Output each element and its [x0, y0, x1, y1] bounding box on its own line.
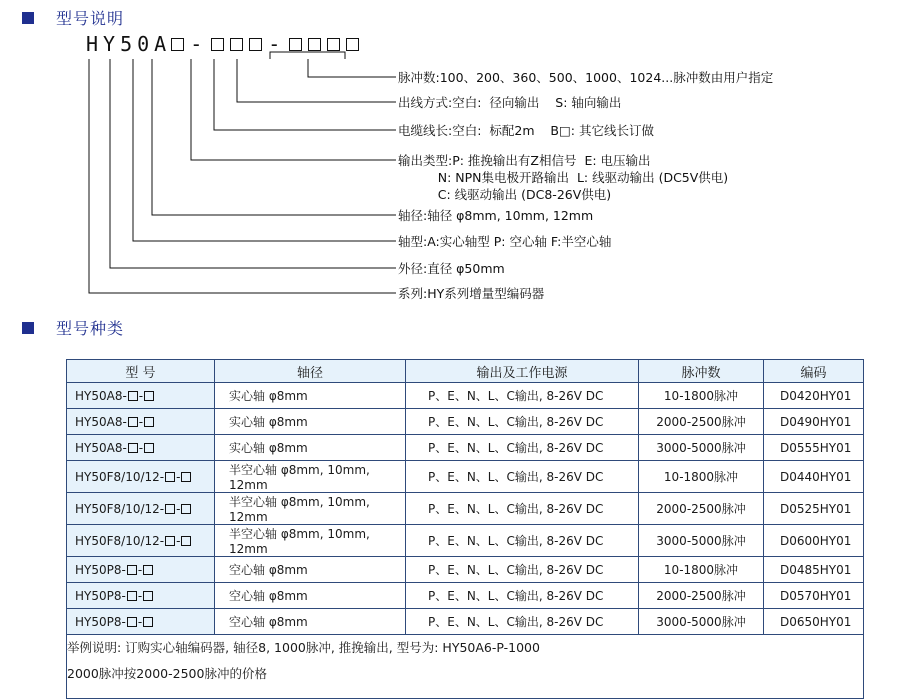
cell-model: [67, 525, 215, 557]
table-row: [67, 461, 864, 493]
leader-line: [89, 59, 396, 293]
cell-code: [764, 409, 864, 435]
code-text: D0420HY01: [780, 388, 852, 403]
shaft-text: 半空心轴 φ8mm, 10mm, 12mm: [229, 495, 370, 524]
code-separator: -: [268, 32, 286, 56]
pulse-text: 2000-2500脉冲: [656, 502, 746, 516]
table-row: [67, 525, 864, 557]
model-separator: -: [137, 562, 143, 577]
model-separator: -: [138, 388, 144, 403]
cell-power: [406, 383, 639, 409]
leader-line: [191, 59, 396, 160]
code-text: D0525HY01: [780, 501, 852, 516]
code-text: D0570HY01: [780, 588, 852, 603]
model-text: HY50F8/10/12-: [75, 469, 165, 484]
cell-power: [406, 493, 639, 525]
desc-cable-length: 电缆线长:空白: 标配2m B□: 其它线长订做: [398, 123, 654, 138]
cell-model: [67, 609, 215, 635]
pulse-text: 2000-2500脉冲: [656, 415, 746, 429]
code-prefix: HY50A: [86, 32, 172, 56]
model-text: HY50A8-: [75, 388, 127, 403]
header-pulse: 脉冲数: [639, 360, 764, 383]
code-text: D0555HY01: [780, 440, 852, 455]
power-text: P、E、N、L、C输出, 8-26V DC: [428, 502, 604, 516]
cell-power: [406, 461, 639, 493]
cell-shaft: [215, 583, 406, 609]
placeholder-box: [143, 591, 153, 601]
cell-power: [406, 609, 639, 635]
table-row: [67, 583, 864, 609]
table-header-row: [67, 360, 864, 383]
model-text: HY50A8-: [75, 414, 127, 429]
power-text: P、E、N、L、C输出, 8-26V DC: [428, 470, 604, 484]
placeholder-box: [181, 536, 191, 546]
power-text: P、E、N、L、C输出, 8-26V DC: [428, 534, 604, 548]
cell-pulse: [639, 383, 764, 409]
cell-code: [764, 557, 864, 583]
pulse-text: 3000-5000脉冲: [656, 534, 746, 548]
desc-pulse-count: 脉冲数:100、200、360、500、1000、1024...脉冲数由用户指定: [398, 70, 774, 85]
shaft-text: 实心轴 φ8mm: [229, 415, 308, 429]
power-text: P、E、N、L、C输出, 8-26V DC: [428, 415, 604, 429]
cell-power: [406, 525, 639, 557]
placeholder-box: [128, 443, 138, 453]
shaft-text: 空心轴 φ8mm: [229, 615, 308, 629]
placeholder-box: [127, 565, 137, 575]
placeholder-box: [127, 617, 137, 627]
cell-shaft: [215, 525, 406, 557]
leader-line: [237, 59, 396, 102]
cell-shaft: [215, 383, 406, 409]
cell-model: [67, 461, 215, 493]
cell-pulse: [639, 409, 764, 435]
cell-code: [764, 493, 864, 525]
model-text: HY50P8-: [75, 614, 126, 629]
model-separator: -: [137, 614, 143, 629]
shaft-text: 半空心轴 φ8mm, 10mm, 12mm: [229, 463, 370, 492]
cell-code: [764, 609, 864, 635]
cell-pulse: [639, 609, 764, 635]
model-separator: -: [176, 469, 181, 484]
leader-line: [308, 59, 396, 77]
cell-shaft: [215, 609, 406, 635]
cell-power: [406, 435, 639, 461]
table-row: [67, 493, 864, 525]
placeholder-box: [128, 391, 138, 401]
power-text: P、E、N、L、C输出, 8-26V DC: [428, 589, 604, 603]
example-note: [67, 635, 864, 699]
cell-shaft: [215, 461, 406, 493]
model-text: HY50A8-: [75, 440, 127, 455]
leader-line: [110, 59, 396, 268]
power-text: P、E、N、L、C输出, 8-26V DC: [428, 441, 604, 455]
placeholder-box: [128, 417, 138, 427]
cell-shaft: [215, 493, 406, 525]
pulse-text: 10-1800脉冲: [663, 470, 739, 484]
cell-code: [764, 461, 864, 493]
table-row: [67, 609, 864, 635]
cell-pulse: [639, 493, 764, 525]
shaft-text: 实心轴 φ8mm: [229, 441, 308, 455]
placeholder-box: [165, 536, 175, 546]
header-code: 编码: [764, 360, 864, 383]
cell-shaft: [215, 557, 406, 583]
pulse-text: 3000-5000脉冲: [656, 615, 746, 629]
model-separator: -: [138, 440, 144, 455]
code-text: D0485HY01: [780, 562, 852, 577]
model-separator: -: [137, 588, 143, 603]
cell-code: [764, 383, 864, 409]
pulse-text: 3000-5000脉冲: [656, 441, 746, 455]
desc-series: 系列:HY系列增量型编码器: [398, 286, 545, 301]
cell-power: [406, 557, 639, 583]
cell-shaft: [215, 409, 406, 435]
cell-pulse: [639, 461, 764, 493]
leader-line: [152, 59, 396, 215]
placeholder-box: [143, 617, 153, 627]
cell-model: [67, 493, 215, 525]
note-row: [67, 635, 864, 699]
power-text: P、E、N、L、C输出, 8-26V DC: [428, 389, 604, 403]
pulse-text: 10-1800脉冲: [663, 563, 739, 577]
placeholder-box: [144, 443, 154, 453]
shaft-text: 空心轴 φ8mm: [229, 563, 308, 577]
desc-shaft-diameter: 轴径:轴径 φ8mm, 10mm, 12mm: [398, 208, 594, 223]
placeholder-box: [181, 472, 191, 482]
placeholder-box: [165, 504, 175, 514]
desc-outlet-mode: 出线方式:空白: 径向输出 S: 轴向输出: [398, 95, 622, 110]
cell-power: [406, 583, 639, 609]
table-row: [67, 435, 864, 461]
bullet-square-icon: [22, 322, 34, 334]
cell-model: [67, 435, 215, 461]
cell-code: [764, 583, 864, 609]
pulse-text: 2000-2500脉冲: [656, 589, 746, 603]
section-title: 型号种类: [56, 319, 125, 338]
desc-output-type: 输出类型:P: 推挽输出有Z相信号 E: 电压输出 N: NPN集电极开路输出 L: 线驱动输出 (DC5V供电) C: 线驱动输出 (DC8-26V供电): [398, 153, 729, 202]
shaft-text: 半空心轴 φ8mm, 10mm, 12mm: [229, 527, 370, 556]
leader-line: [214, 59, 396, 130]
table-row: [67, 383, 864, 409]
power-text: P、E、N、L、C输出, 8-26V DC: [428, 615, 604, 629]
model-separator: -: [138, 414, 144, 429]
header-model: 型 号: [67, 360, 215, 383]
note-line: 2000脉冲按2000-2500脉冲的价格: [67, 666, 267, 681]
table-row: [67, 557, 864, 583]
model-text: HY50F8/10/12-: [75, 533, 165, 548]
placeholder-box: [165, 472, 175, 482]
desc-shaft-type: 轴型:A:实心轴型 P: 空心轴 F:半空心轴: [398, 234, 612, 249]
cell-model: [67, 557, 215, 583]
cell-shaft: [215, 435, 406, 461]
leader-line: [133, 59, 396, 241]
leader-line: [270, 52, 345, 59]
section-title: 型号说明: [56, 9, 125, 28]
shaft-text: 实心轴 φ8mm: [229, 389, 308, 403]
header-power: 输出及工作电源: [406, 360, 639, 383]
placeholder-box: [127, 591, 137, 601]
code-text: D0600HY01: [780, 533, 852, 548]
cell-power: [406, 409, 639, 435]
cell-model: [67, 383, 215, 409]
power-text: P、E、N、L、C输出, 8-26V DC: [428, 563, 604, 577]
cell-pulse: [639, 583, 764, 609]
note-line: 举例说明: 订购实心轴编码器, 轴径8, 1000脉冲, 推挽输出, 型号为: HY50A6-P-1000: [67, 640, 540, 655]
section-model-types: [22, 316, 124, 339]
cell-model: [67, 409, 215, 435]
placeholder-box: [144, 391, 154, 401]
model-separator: -: [176, 501, 181, 516]
placeholder-box: [143, 565, 153, 575]
model-text: HY50P8-: [75, 588, 126, 603]
model-text: HY50F8/10/12-: [75, 501, 165, 516]
cell-code: [764, 435, 864, 461]
desc-outer-diameter: 外径:直径 φ50mm: [398, 261, 505, 276]
code-separator: -: [190, 32, 208, 56]
shaft-text: 空心轴 φ8mm: [229, 589, 308, 603]
placeholder-box: [144, 417, 154, 427]
cell-code: [764, 525, 864, 557]
cell-pulse: [639, 525, 764, 557]
code-text: D0650HY01: [780, 614, 852, 629]
code-text: D0440HY01: [780, 469, 852, 484]
code-text: D0490HY01: [780, 414, 852, 429]
cell-pulse: [639, 557, 764, 583]
model-types-table: [66, 359, 864, 699]
pulse-text: 10-1800脉冲: [663, 389, 739, 403]
cell-pulse: [639, 435, 764, 461]
model-text: HY50P8-: [75, 562, 126, 577]
model-separator: -: [176, 533, 181, 548]
header-shaft: 轴径: [215, 360, 406, 383]
table-row: [67, 409, 864, 435]
cell-model: [67, 583, 215, 609]
placeholder-box: [181, 504, 191, 514]
